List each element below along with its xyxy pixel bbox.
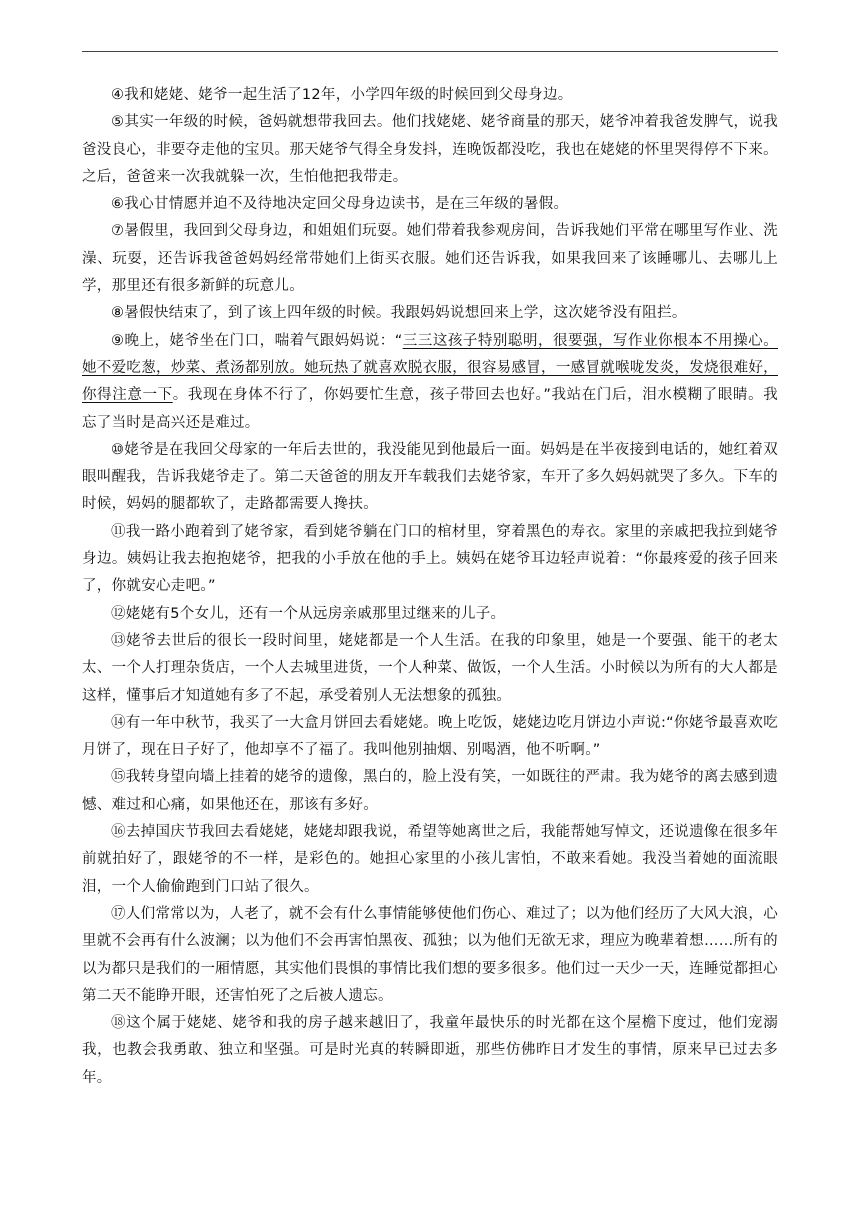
paragraph-9-tail: 。我现在身体不行了，你妈要忙生意，孩子带回去也好。”我站在门后，泪水模糊了眼睛。我忘了当时是高兴还是难过。 [82, 387, 778, 431]
paragraph-6: ⑥我心甘情愿并迫不及待地决定回父母身边读书，是在三年级的暑假。 [111, 196, 569, 213]
paragraph-5: ⑤其实一年级的时候，爸妈就想带我回去。他们找姥姥、姥爷商量的那天，姥爷冲着我爸发脾气，说我爸没良心，非要夺走他的宝贝。那天姥爷气得全身发抖，连晚饭都没吃，我也在姥姥的怀里哭得停不下来。之后，爸爸来一次我就躲一次，生怕他把我带走。 [82, 114, 778, 185]
paragraph-12: ⑫姥姥有5个女儿，还有一个从远房亲戚那里过继来的儿子。 [111, 605, 506, 622]
paragraph-11: ⑪我一路小跑着到了姥爷家，看到姥爷躺在门口的棺材里，穿着黑色的寿衣。家里的亲戚把我拉到姥爷身边。姨妈让我去抱抱姥爷，把我的小手放在他的手上。姨妈在姥爷耳边轻声说着：“你最疼爱的孩子回来了，你就安心走吧。” [82, 523, 778, 595]
paragraph-9-lead: ⑨晚上，姥爷坐在门口，喘着气跟妈妈说：“ [111, 332, 403, 349]
paragraph-17: ⑰人们常常以为，人老了，就不会有什么事情能够使他们伤心、难过了；以为他们经历了大风大浪，心里就不会再有什么波澜；以为他们不会再害怕黑夜、孤独；以为他们无欲无求，理应为晚辈着想……所有的以为都只是我们的一厢情愿，其实他们畏惧的事情比我们想的要多很多。他们过一天少一天，连睡觉都担心第二天不能睁开眼，还害怕死了之后被人遗忘。 [82, 905, 778, 1004]
paragraph-10: ⑩姥爷是在我回父母家的一年后去世的，我没能见到他最后一面。妈妈是在半夜接到电话的，她红着双眼叫醒我，告诉我姥爷走了。第二天爸爸的朋友开车载我们去姥爷家，车开了多久妈妈就哭了多久。下车的时候，妈妈的腿都软了，走路都需要人搀扶。 [82, 441, 778, 513]
paragraph-14: ⑭有一年中秋节，我买了一大盒月饼回去看姥姥。晚上吃饭，姥姥边吃月饼边小声说:“你姥爷最喜欢吃月饼了，现在日子好了，他却享不了福了。我叫他别抽烟、别喝酒，他不听啊。” [82, 714, 778, 759]
paragraph-4: ④我和姥姥、姥爷一起生活了12年，小学四年级的时候回到父母身边。 [111, 87, 573, 103]
paragraph-7: ⑦暑假里，我回到父母身边，和姐姐们玩耍。她们带着我参观房间，告诉我她们平常在哪里写作业、洗澡、玩耍，还告诉我爸爸妈妈经常带她们上街买衣服。她们还告诉我，如果我回来了该睡哪儿、去哪儿上学，那里还有很多新鲜的玩意儿。 [82, 223, 778, 295]
paragraph-16: ⑯去掉国庆节我回去看姥姥，姥姥却跟我说，希望等她离世之后，我能帮她写悼文，还说遗像在很多年前就拍好了，跟姥爷的不一样，是彩色的。她担心家里的小孩儿害怕，不敢来看她。我没当着她的面流眼泪，一个人偷偷跑到门口站了很久。 [82, 824, 778, 895]
paragraph-18: ⑱这个属于姥姥、姥爷和我的房子越来越旧了，我童年最快乐的时光都在这个屋檐下度过，他们宠溺我，也教会我勇敢、独立和坚强。可是时光真的转瞬即逝，那些仿佛昨日才发生的事情，原来早已过去多年。 [82, 1015, 778, 1086]
paragraph-8: ⑧暑假快结束了，到了该上四年级的时候。我跟妈妈说想回来上学，这次姥爷没有阻拦。 [111, 305, 687, 322]
paragraph-15: ⑮我转身望向墙上挂着的姥爷的遗像，黑白的，脸上没有笑，一如既往的严肃。我为姥爷的离去感到遗憾、难过和心痛，如果他还在，那该有多好。 [82, 769, 778, 813]
paragraph-9 [82, 328, 778, 437]
header-rule [82, 51, 778, 52]
underlined-quote: 三三这孩子特别聪明，很要强，写作业你根本不用操心。她不爱吃葱，炒菜、煮汤都别放。她玩热了就喜欢脱衣服，很容易感冒，一感冒就喉咙发炎，发烧很难好，你得注意一下 [82, 332, 778, 404]
document-body [82, 82, 778, 1092]
paragraph-13: ⑬姥爷去世后的很长一段时间里，姥姥都是一个人生活。在我的印象里，她是一个要强、能干的老太太、一个人打理杂货店，一个人去城里进货，一个人种菜、做饭，一个人生活。小时候以为所有的大人都是这样，懂事后才知道她有多了不起，承受着别人无法想象的孤独。 [82, 632, 778, 704]
